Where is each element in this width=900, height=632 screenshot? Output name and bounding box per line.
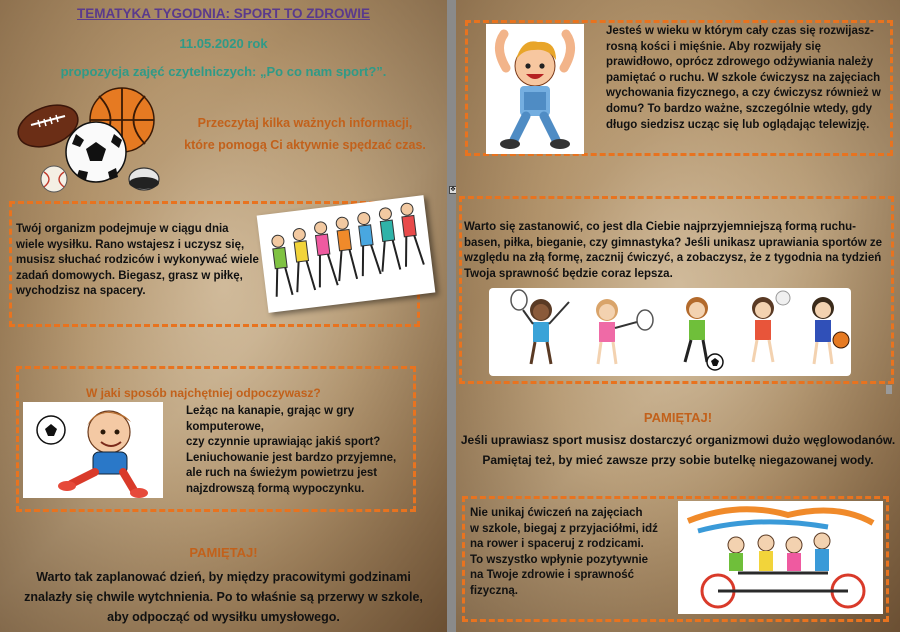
text-line: względu na złą formę, zacznij ćwiczyć, a zobaczysz, że z tygodnia na tydzień bbox=[464, 252, 882, 265]
text-line: To wszystko wpłynie pozytywnie bbox=[470, 553, 649, 566]
text-line: Nie unikaj ćwiczeń na zajęciach bbox=[470, 507, 643, 519]
sports-text bbox=[464, 220, 898, 282]
intro-line: Przeczytaj kilka ważnych informacji, bbox=[197, 116, 413, 130]
text-line: Leniuchowanie jest bardzo przyjemne, bbox=[186, 451, 397, 464]
text-line: wychowania fizycznego, a czy ćwiczysz również w bbox=[606, 87, 881, 100]
text-line: musisz słuchać rodziców i wykonywać wiele bbox=[16, 254, 259, 267]
text-line: rosną kości i mięśnie. Aby rozwijały się bbox=[606, 40, 821, 53]
right-page bbox=[456, 0, 900, 632]
remember-heading: PAMIĘTAJ! bbox=[189, 545, 258, 560]
remember-text bbox=[456, 430, 900, 470]
text-line: Warto tak zaplanować dzień, by między pracowitymi godzinami bbox=[36, 570, 411, 584]
rest-text bbox=[186, 404, 414, 498]
text-line: basen, piłka, bieganie, czy gimnastyka? Jeśli unikasz uprawiania sportów ze bbox=[464, 236, 882, 249]
text-line: Pamiętaj też, by mieć zawsze przy sobie butelkę niegazowanej wody. bbox=[482, 453, 874, 467]
text-line: prawidłowo, oprócz zdrowego odżywiania należy bbox=[606, 56, 874, 69]
text-line: komputerowe, bbox=[186, 420, 264, 433]
text-line: domu? To bardzo ważne, szczególnie wtedy, gdy bbox=[606, 102, 873, 115]
remember-heading: PAMIĘTAJ! bbox=[643, 410, 713, 425]
scrollbar-nub[interactable] bbox=[886, 385, 892, 394]
text-line: Jesteś w wieku w którym cały czas się rozwijasz- bbox=[606, 25, 874, 37]
dancing-kids-image bbox=[257, 195, 436, 313]
text-line: pamiętać o ruchu. W szkole ćwiczysz na zajęciach bbox=[606, 71, 881, 84]
growth-text bbox=[606, 24, 896, 133]
text-line: na Twoje zdrowie i sprawność bbox=[470, 569, 635, 582]
text-line: fizyczną. bbox=[470, 584, 518, 597]
intro-line: które pomogą Ci aktywnie spędzać czas. bbox=[184, 138, 426, 152]
text-line: Jeśli uprawiasz sport musisz dostarczyć organizmowi dużo węglowodanów. bbox=[460, 433, 896, 447]
text-line: aby odpocząć od wysiłku umysłowego. bbox=[107, 610, 340, 624]
boy-with-ball-image bbox=[23, 402, 163, 498]
kids-sports-image bbox=[489, 288, 851, 376]
text-line: zadań domowych. Biegasz, grasz w piłkę, bbox=[16, 269, 243, 282]
remember-text bbox=[0, 567, 447, 627]
text-line: wychodzisz na spacery. bbox=[16, 285, 146, 298]
text-line: Warto się zastanowić, co jest dla Ciebie najprzyjemniejszą formą ruchu- bbox=[464, 221, 856, 233]
text-line: na rower i spaceruj z rodzicami. bbox=[470, 538, 644, 551]
family-bike-image bbox=[678, 501, 883, 614]
date-line: 11.05.2020 rok bbox=[179, 36, 268, 51]
page-gutter bbox=[447, 0, 456, 632]
text-line: w szkole, biegaj z przyjaciółmi, idź bbox=[470, 522, 658, 535]
happy-boy-image bbox=[486, 24, 584, 154]
text-line: czy czynnie uprawiając jakiś sport? bbox=[186, 436, 381, 449]
text-line: najzdrowszą formą wypoczynku. bbox=[186, 482, 365, 495]
sports-balls-illustration bbox=[16, 84, 166, 196]
text-line: Twój organizm podejmuje w ciągu dnia bbox=[16, 223, 229, 235]
subtitle: propozycja zajęć czytelniczych: „Po co nam sport?”. bbox=[60, 64, 387, 79]
text-line: Leżąc na kanapie, grając w gry bbox=[186, 405, 355, 417]
text-line: znalazły się chwile wytchnienia. Po to właśnie są przerwy w szkole, bbox=[24, 590, 423, 604]
text-line: wiele wysiłku. Rano wstajesz i uczysz się, bbox=[16, 238, 245, 251]
left-page bbox=[0, 0, 447, 632]
text-line: Twoja sprawność będzie coraz lepsza. bbox=[464, 267, 673, 280]
family-text bbox=[470, 506, 680, 600]
move-handle-icon[interactable]: ✥ bbox=[450, 187, 456, 193]
intro-text bbox=[160, 112, 447, 156]
organism-text bbox=[16, 222, 286, 300]
rest-question: W jaki sposób najchętniej odpoczywasz? bbox=[86, 386, 321, 400]
text-line: ale ruch na świeżym powietrzu jest bbox=[186, 467, 378, 480]
text-line: długo siedzisz ucząc się lub oglądając telewizję. bbox=[606, 118, 870, 131]
page-title: TEMATYKA TYGODNIA: SPORT TO ZDROWIE bbox=[77, 6, 370, 21]
